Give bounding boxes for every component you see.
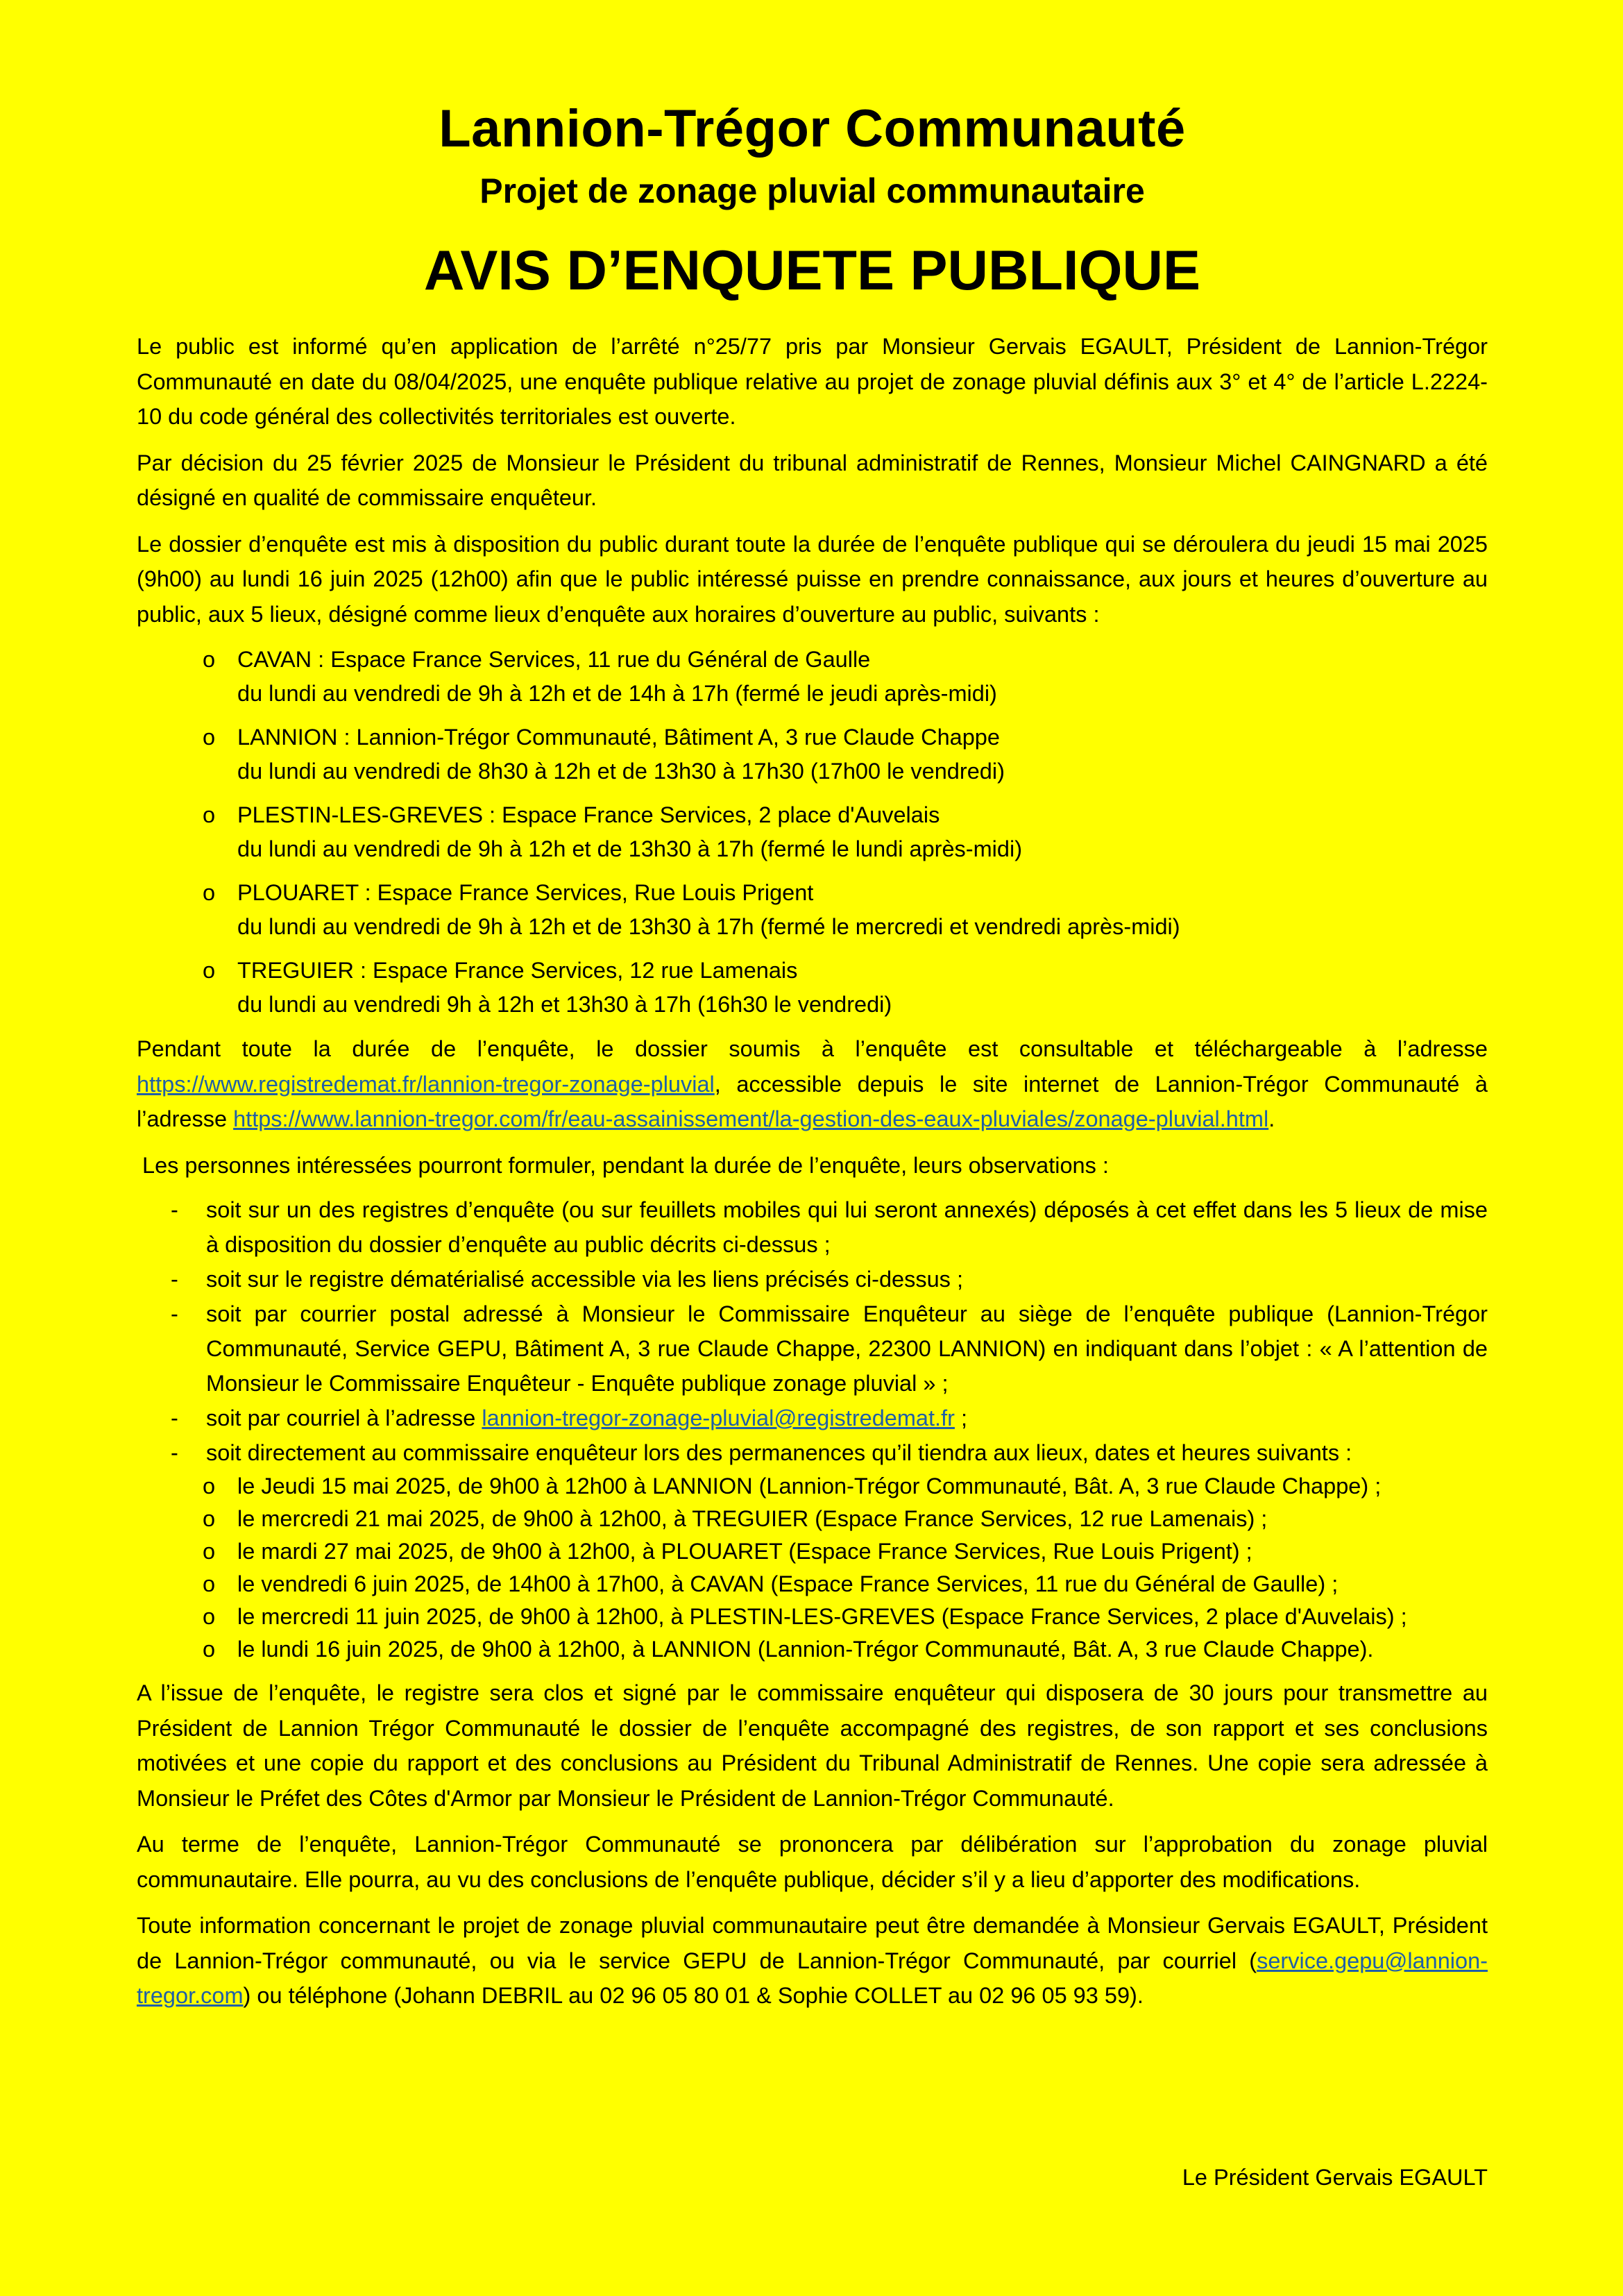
list-item: [206, 1435, 1488, 1666]
notice-heading: AVIS D’ENQUETE PUBLIQUE: [423, 239, 1201, 302]
observation-text: soit directement au commissaire enquêteur lors des permanences qu’il tiendra aux lieux, dates et heures suivants :: [206, 1440, 1352, 1465]
location-place: PLESTIN-LES-GREVES : Espace France Services, 2 place d'Auvelais: [237, 802, 940, 827]
permanence-item: o le vendredi 6 juin 2025, de 14h00 à 17h00, à CAVAN (Espace France Services, 11 rue du Général de Gaulle) ;: [237, 1568, 1488, 1601]
permanence-item: o le mardi 27 mai 2025, de 9h00 à 12h00, à PLOUARET (Espace France Services, Rue Louis Prigent) ;: [237, 1535, 1488, 1568]
observations-intro: Les personnes intéressées pourront formuler, pendant la durée de l’enquête, leurs observations :: [142, 1152, 1109, 1178]
list-item: - soit sur un des registres d’enquête (ou sur feuillets mobiles qui lui seront annexés) déposés à cet effet dans les 5 lieux de mise à disposition du dossier d’enquête au public décrits ci-dessus ;: [206, 1192, 1488, 1262]
page-subtitle: Projet de zonage pluvial communautaire: [479, 171, 1145, 210]
location-hours: du lundi au vendredi 9h à 12h et 13h30 à 17h (16h30 le vendredi): [237, 992, 892, 1017]
list-item: [237, 954, 1488, 1022]
registre-link[interactable]: https://www.registredemat.fr/lannion-tregor-zonage-pluvial: [137, 1071, 715, 1097]
consultation-paragraph: [137, 1031, 1488, 1137]
list-item: - soit sur le registre dématérialisé accessible via les liens précisés ci-dessus ;: [206, 1262, 1488, 1297]
list-item: [237, 876, 1488, 944]
location-place: CAVAN : Espace France Services, 11 rue du Général de Gaulle: [237, 647, 871, 672]
consultation-text: Pendant toute la durée de l’enquête, le dossier soumis à l’enquête est consultable et téléchargeable à l’adresse: [137, 1036, 1488, 1061]
location-hours: du lundi au vendredi de 8h30 à 12h et de 13h30 à 17h30 (17h00 le vendredi): [237, 759, 1005, 784]
list-item: - soit par courrier postal adressé à Monsieur le Commissaire Enquêteur au siège de l’enquête publique (Lannion-Trégor Communauté, Service GEPU, Bâtiment A, 3 rue Claude Chappe, 22300 LANNION) en indiquant dans l’objet : « A l’attention de Monsieur le Commissaire Enquêteur - Enquête publique zonage pluvial » ;: [206, 1297, 1488, 1401]
list-item: [237, 720, 1488, 788]
gepu-email-link[interactable]: service.gepu@lannion-tregor.com: [137, 1948, 1488, 2008]
permanence-item: o le lundi 16 juin 2025, de 9h00 à 12h00, à LANNION (Lannion-Trégor Communauté, Bât. A, 3 rue Claude Chappe).: [237, 1633, 1488, 1666]
permanence-item: o le mercredi 11 juin 2025, de 9h00 à 12h00, à PLESTIN-LES-GREVES (Espace France Services, 2 place d'Auvelais) ;: [237, 1601, 1488, 1633]
location-hours: du lundi au vendredi de 9h à 12h et de 14h à 17h (fermé le jeudi après-midi): [237, 681, 997, 706]
closing-text: ) ou téléphone (Johann DEBRIL au 02 96 05 80 01 & Sophie COLLET au 02 96 05 93 59).: [243, 1983, 1144, 2008]
intro-paragraph-2: Par décision du 25 février 2025 de Monsieur le Président du tribunal administratif de Rennes, Monsieur Michel CAINGNARD a été désigné en qualité de commissaire enquêteur.: [137, 450, 1488, 510]
closing-text: Toute information concernant le projet de zonage pluvial communautaire peut être demandée à Monsieur Gervais EGAULT, Président de Lannion-Trégor communauté, ou via le service GEPU de Lannion-Trégor Communauté, par courriel (: [137, 1913, 1488, 1973]
list-item: [237, 798, 1488, 866]
location-hours: du lundi au vendredi de 9h à 12h et de 13h30 à 17h (fermé le mercredi et vendredi après-midi): [237, 914, 1180, 939]
list-item: [237, 643, 1488, 711]
signature: Le Président Gervais EGAULT: [1182, 2165, 1488, 2190]
location-place: TREGUIER : Espace France Services, 12 rue Lamenais: [237, 958, 798, 983]
observations-list: [137, 1192, 1488, 1666]
observation-text: soit par courriel à l’adresse: [206, 1406, 482, 1430]
observation-text: ;: [954, 1406, 967, 1430]
page-title: Lannion-Trégor Communauté: [439, 99, 1186, 158]
intro-paragraph-3: Le dossier d’enquête est mis à disposition du public durant toute la durée de l’enquête publique qui se déroulera du jeudi 15 mai 2025 (9h00) au lundi 16 juin 2025 (12h00) afin que le public intéressé puisse en prendre connaissance, aux jours et heures d’ouverture au public, aux 5 lieux, désigné comme lieux d’enquête aux horaires d’ouverture au public, suivants :: [137, 531, 1488, 627]
registre-email-link[interactable]: lannion-tregor-zonage-pluvial@registredemat.fr: [482, 1406, 955, 1430]
consultation-text: .: [1268, 1106, 1275, 1131]
consultation-text: , accessible depuis le site internet de Lannion-Trégor Communauté à l’adresse: [137, 1071, 1488, 1131]
closing-paragraph-1: A l’issue de l’enquête, le registre sera clos et signé par le commissaire enquêteur qui disposera de 30 jours pour transmettre au Président de Lannion Trégor Communauté le dossier de l’enquête accompagné des registres, de son rapport et ses conclusions motivées et une copie du rapport et des conclusions au Président du Tribunal Administratif de Rennes. Une copie sera adressée à Monsieur le Préfet des Côtes d'Armor par Monsieur le Président de Lannion-Trégor Communauté.: [137, 1680, 1488, 1811]
permanence-item: o le Jeudi 15 mai 2025, de 9h00 à 12h00 à LANNION (Lannion-Trégor Communauté, Bât. A, 3 rue Claude Chappe) ;: [237, 1470, 1488, 1503]
permanence-item: o le mercredi 21 mai 2025, de 9h00 à 12h00, à TREGUIER (Espace France Services, 12 rue Lamenais) ;: [237, 1503, 1488, 1535]
intro-paragraph-1: Le public est informé qu’en application de l’arrêté n°25/77 pris par Monsieur Gervais EGAULT, Président de Lannion-Trégor Communauté en date du 08/04/2025, une enquête publique relative au projet de zonage pluvial définis aux 3° et 4° de l’article L.2224-10 du code général des collectivités territoriales est ouverte.: [137, 334, 1488, 429]
location-place: PLOUARET : Espace France Services, Rue Louis Prigent: [237, 880, 814, 905]
closing-paragraph-3: [137, 1908, 1488, 2014]
closing-paragraph-2: Au terme de l’enquête, Lannion-Trégor Communauté se prononcera par délibération sur l’approbation du zonage pluvial communautaire. Elle pourra, au vu des conclusions de l’enquête publique, décider s’il y a lieu d’apporter des modifications.: [137, 1832, 1488, 1892]
website-link[interactable]: https://www.lannion-tregor.com/fr/eau-assainissement/la-gestion-des-eaux-pluviales/zonage-pluvial.html: [233, 1106, 1269, 1131]
location-hours: du lundi au vendredi de 9h à 12h et de 13h30 à 17h (fermé le lundi après-midi): [237, 836, 1023, 861]
locations-list: [137, 643, 1488, 1022]
location-place: LANNION : Lannion-Trégor Communauté, Bâtiment A, 3 rue Claude Chappe: [237, 725, 1000, 750]
list-item: [206, 1401, 1488, 1435]
permanences-list: [168, 1470, 1488, 1666]
